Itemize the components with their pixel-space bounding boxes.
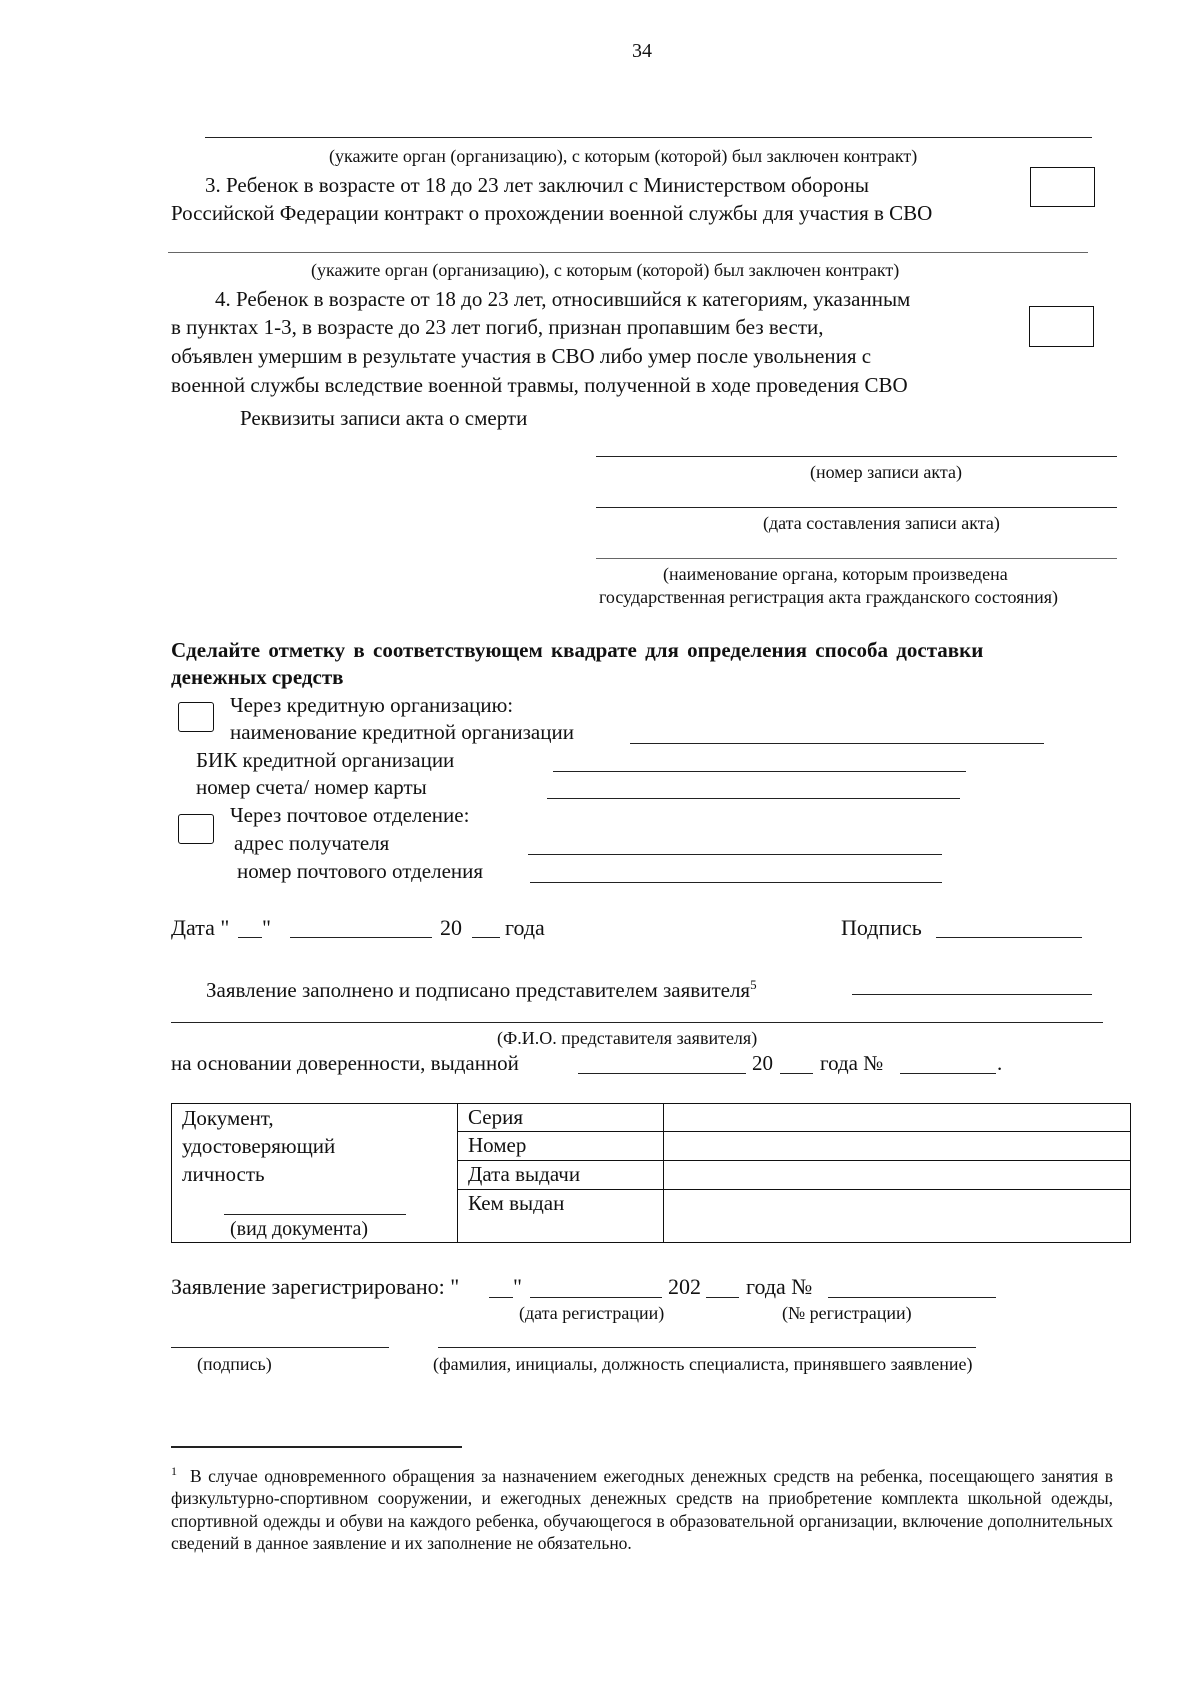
bank-name-input[interactable] — [630, 743, 1044, 744]
proxy-number-input[interactable] — [900, 1073, 996, 1074]
bik-input[interactable] — [553, 771, 966, 772]
proxy-year-suffix: года № — [820, 1051, 884, 1075]
registration-specialist-line[interactable] — [438, 1347, 976, 1348]
footnote-text: В случае одновременного обращения за назначением ежегодных денежных средств на ребенка, посещающего занятия в физкультурно-спортивном сооружении, и ежегодных денежных средств на приобретение комплекта школьной одежды, спортивной одежды и обуви на каждого ребенка, обучающегося в образовательной организации, включение дополнительных сведений в данное заявление и их заполнение не обязательно. — [171, 1465, 1114, 1554]
item3-line1: 3. Ребенок в возрасте от 18 до 23 лет заключил с Министерством обороны — [205, 173, 870, 197]
account-input[interactable] — [547, 798, 960, 799]
signature-label: Подпись — [841, 915, 922, 940]
registration-signature-line[interactable] — [171, 1347, 389, 1348]
registration-quote-close: " — [513, 1274, 522, 1299]
id-issue-date-value[interactable] — [664, 1161, 1131, 1190]
registration-date-caption: (дата регистрации) — [519, 1303, 665, 1323]
date-month-input[interactable] — [290, 937, 432, 938]
representative-fio-caption: (Ф.И.О. представителя заявителя) — [497, 1028, 758, 1048]
id-document-label-2: удостоверяющий — [182, 1134, 336, 1158]
representative-footnote-mark: 5 — [750, 977, 757, 992]
delivery-heading-2: денежных средств — [171, 665, 344, 689]
bank-option-checkbox[interactable] — [178, 702, 214, 732]
id-issue-date-label: Дата выдачи — [458, 1161, 664, 1190]
id-issued-by-label: Кем выдан — [458, 1190, 664, 1243]
registration-year-suffix: года № — [746, 1274, 813, 1299]
registration-day-input[interactable] — [489, 1297, 513, 1298]
footnote-separator — [171, 1446, 462, 1448]
date-quote-close: " — [262, 915, 271, 940]
item3-checkbox[interactable] — [1030, 167, 1095, 207]
representative-input[interactable] — [852, 994, 1092, 995]
proxy-text: на основании доверенности, выданной — [171, 1051, 519, 1075]
footnote-mark: 1 — [171, 1464, 177, 1478]
post-office-label: номер почтового отделения — [237, 859, 484, 883]
id-series-label: Серия — [458, 1104, 664, 1132]
post-option-label: Через почтовое отделение: — [230, 803, 470, 827]
registration-month-input[interactable] — [530, 1297, 662, 1298]
contract-organ-line-2[interactable] — [205, 137, 1092, 138]
date-label: Дата " — [171, 915, 230, 940]
item4-line3: объявлен умершим в результате участия в СВО либо умер после увольнения с — [171, 344, 872, 368]
registration-number-input[interactable] — [828, 1297, 996, 1298]
death-record-number-caption: (номер записи акта) — [810, 462, 962, 482]
recipient-address-label: адрес получателя — [234, 831, 390, 855]
bank-name-label: наименование кредитной организации — [230, 720, 574, 744]
signature-input[interactable] — [936, 937, 1082, 938]
id-issued-by-value[interactable] — [664, 1190, 1131, 1243]
proxy-year-input[interactable] — [780, 1073, 813, 1074]
death-record-date-caption: (дата составления записи акта) — [763, 513, 1000, 533]
bank-option-label: Через кредитную организацию: — [230, 693, 514, 717]
contract-organ-line-3[interactable] — [168, 252, 1088, 253]
recipient-address-input[interactable] — [528, 854, 942, 855]
registration-number-caption: (№ регистрации) — [782, 1303, 912, 1323]
proxy-date-input[interactable] — [578, 1073, 746, 1074]
account-label: номер счета/ номер карты — [196, 775, 427, 799]
delivery-heading-1 — [171, 637, 1114, 664]
id-document-type-input[interactable] — [224, 1214, 406, 1215]
id-document-label-1: Документ, — [182, 1106, 274, 1130]
date-day-input[interactable] — [238, 937, 262, 938]
footnote — [171, 1460, 1113, 1555]
death-record-organ-line[interactable] — [596, 558, 1117, 559]
post-option-checkbox[interactable] — [178, 814, 214, 844]
death-record-organ-caption-2: государственная регистрация акта гражданского состояния) — [599, 587, 1058, 607]
representative-statement-text: Заявление заполнено и подписано представителем заявителя — [206, 978, 751, 1002]
post-office-input[interactable] — [530, 882, 942, 883]
item4-line4: военной службы вследствие военной травмы, полученной в ходе проведения СВО — [171, 373, 908, 397]
registration-year-prefix: 202 — [668, 1274, 701, 1299]
item4-line1: 4. Ребенок в возрасте от 18 до 23 лет, относившийся к категориям, указанным — [215, 287, 911, 311]
proxy-year-prefix: 20 — [752, 1051, 773, 1075]
proxy-end: . — [997, 1051, 1003, 1075]
id-document-label-cell — [172, 1104, 458, 1243]
registration-year-input[interactable] — [706, 1297, 739, 1298]
id-document-table — [171, 1103, 1131, 1243]
id-document-type-caption: (вид документа) — [230, 1218, 369, 1240]
contract-organ-caption-2: (укажите орган (организацию), с которым (которой) был заключен контракт) — [329, 146, 918, 166]
registration-signature-caption: (подпись) — [197, 1354, 272, 1374]
registration-specialist-caption: (фамилия, инициалы, должность специалиста, принявшего заявление) — [433, 1354, 973, 1374]
representative-statement — [206, 971, 757, 1004]
id-number-label: Номер — [458, 1132, 664, 1161]
delivery-heading-1-text: Сделайте отметку в соответствующем квадрате для определения способа доставки — [171, 638, 984, 662]
representative-fio-line[interactable] — [171, 1022, 1103, 1023]
id-series-value[interactable] — [664, 1104, 1131, 1132]
date-year-prefix: 20 — [440, 915, 462, 940]
registration-label: Заявление зарегистрировано: " — [171, 1274, 460, 1299]
item4-line2: в пунктах 1-3, в возрасте до 23 лет погиб, признан пропавшим без вести, — [171, 315, 824, 339]
date-year-input[interactable] — [472, 937, 500, 938]
id-number-value[interactable] — [664, 1132, 1131, 1161]
id-document-label-3: личность — [182, 1162, 265, 1186]
death-record-organ-caption-1: (наименование органа, которым произведена — [663, 564, 1008, 584]
item4-checkbox[interactable] — [1029, 306, 1094, 347]
page-number: 34 — [632, 40, 652, 62]
date-year-suffix: года — [505, 915, 545, 940]
bik-label: БИК кредитной организации — [196, 748, 455, 772]
item3-line2: Российской Федерации контракт о прохождении военной службы для участия в СВО — [171, 201, 933, 225]
contract-organ-caption-3: (укажите орган (организацию), с которым (которой) был заключен контракт) — [311, 260, 900, 280]
death-record-date-line[interactable] — [596, 507, 1117, 508]
death-record-title: Реквизиты записи акта о смерти — [240, 406, 528, 430]
death-record-number-line[interactable] — [596, 456, 1117, 457]
